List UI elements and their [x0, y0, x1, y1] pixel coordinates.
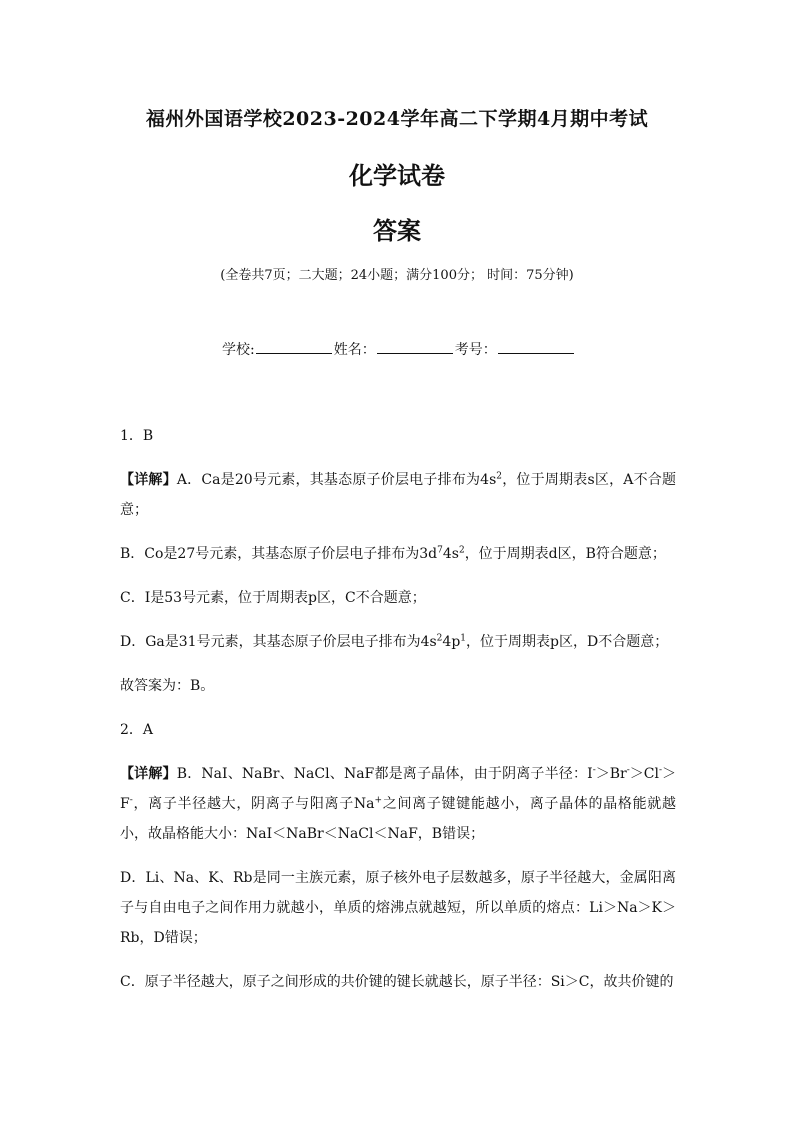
q1-b-text-end: ，位于周期表d区，B符合题意； [464, 546, 666, 562]
student-info-fields [222, 339, 576, 359]
detail-tag: 【详解】 [120, 766, 177, 782]
superscript: - [658, 765, 663, 776]
q1-d-text: D．Ga是31号元素，其基态原子价层电子排布为4s [120, 634, 437, 650]
id-label: 考号： [454, 342, 497, 358]
name-blank[interactable] [377, 339, 453, 354]
question-1-answer: 1．B [120, 428, 154, 444]
q1-option-c: C．I是53号元素，位于周期表p区，C不合题意； [120, 590, 426, 606]
name-label: 姓名： [333, 342, 376, 358]
exam-title: 福州外国语学校2023-2024学年高二下学期4月期中考试 [145, 108, 649, 130]
q1-b-mid: 4s [442, 546, 459, 562]
school-label: 学校: [222, 342, 255, 358]
q1-option-b [120, 539, 676, 569]
q2-b-text: ＞Br [595, 766, 627, 782]
superscript: 2 [496, 471, 503, 482]
superscript: 7 [437, 545, 443, 556]
q2-b-text-end: 之间离子键键能越小，离子晶体的晶格能就越小，故晶格能大小：NaI＜NaBr＜NaCl＜NaF，B错误； [120, 796, 676, 842]
exam-info: (全卷共7页；二大题；24小题；满分100分； 时间：75分钟) [220, 268, 574, 283]
superscript: - [129, 795, 133, 806]
superscript: 1 [460, 633, 467, 644]
q2-option-d: D．Li、Na、K、Rb是同一主族元素，原子核外电子层数越多，原子半径越大，金属阳离子与自由电子之间作用力就越小，单质的熔沸点就越短，所以单质的熔点：Li＞Na＞K＞Rb，D错误； [120, 870, 676, 946]
q2-option-b [120, 759, 676, 849]
id-blank[interactable] [498, 339, 574, 354]
answer-heading: 答案 [373, 216, 421, 245]
superscript: - [626, 765, 630, 776]
superscript: - [592, 765, 596, 776]
q2-b-text: ＞Cl [629, 766, 659, 782]
detail-tag: 【详解】 [120, 472, 177, 488]
school-blank[interactable] [256, 339, 332, 354]
q1-a-text: A．Ca是20号元素，其基态原子价层电子排布为4s [176, 472, 497, 488]
question-2-answer: 2．A [120, 722, 154, 738]
q2-option-c: C．原子半径越大，原子之间形成的共价键的键长就越长，原子半径：Si＞C，故共价键的 [120, 974, 674, 990]
superscript: 2 [436, 633, 443, 644]
q1-option-d [120, 627, 676, 657]
q1-a-text-end: ，位于周期表s区，A不合题意； [120, 472, 677, 518]
q2-b-text: ＞F [120, 766, 677, 812]
q2-b-text: ，离子半径越大，阴离子与阳离子Na [132, 796, 375, 812]
q2-b-text: B．NaI、NaBr、NaCl、NaF都是离子晶体，由于阴离子半径：I [176, 766, 593, 782]
q1-d-mid: 4p [442, 634, 461, 650]
answer-content [120, 421, 676, 1011]
subject-title: 化学试卷 [349, 161, 445, 190]
superscript: + [374, 795, 383, 806]
q1-d-text-end: ，位于周期表p区，D不合题意； [466, 634, 669, 650]
q1-option-a [120, 465, 676, 525]
q1-conclusion: 故答案为：B。 [120, 678, 215, 694]
q1-b-text: B．Co是27号元素，其基态原子价层电子排布为3d [120, 546, 438, 562]
superscript: 2 [458, 545, 465, 556]
